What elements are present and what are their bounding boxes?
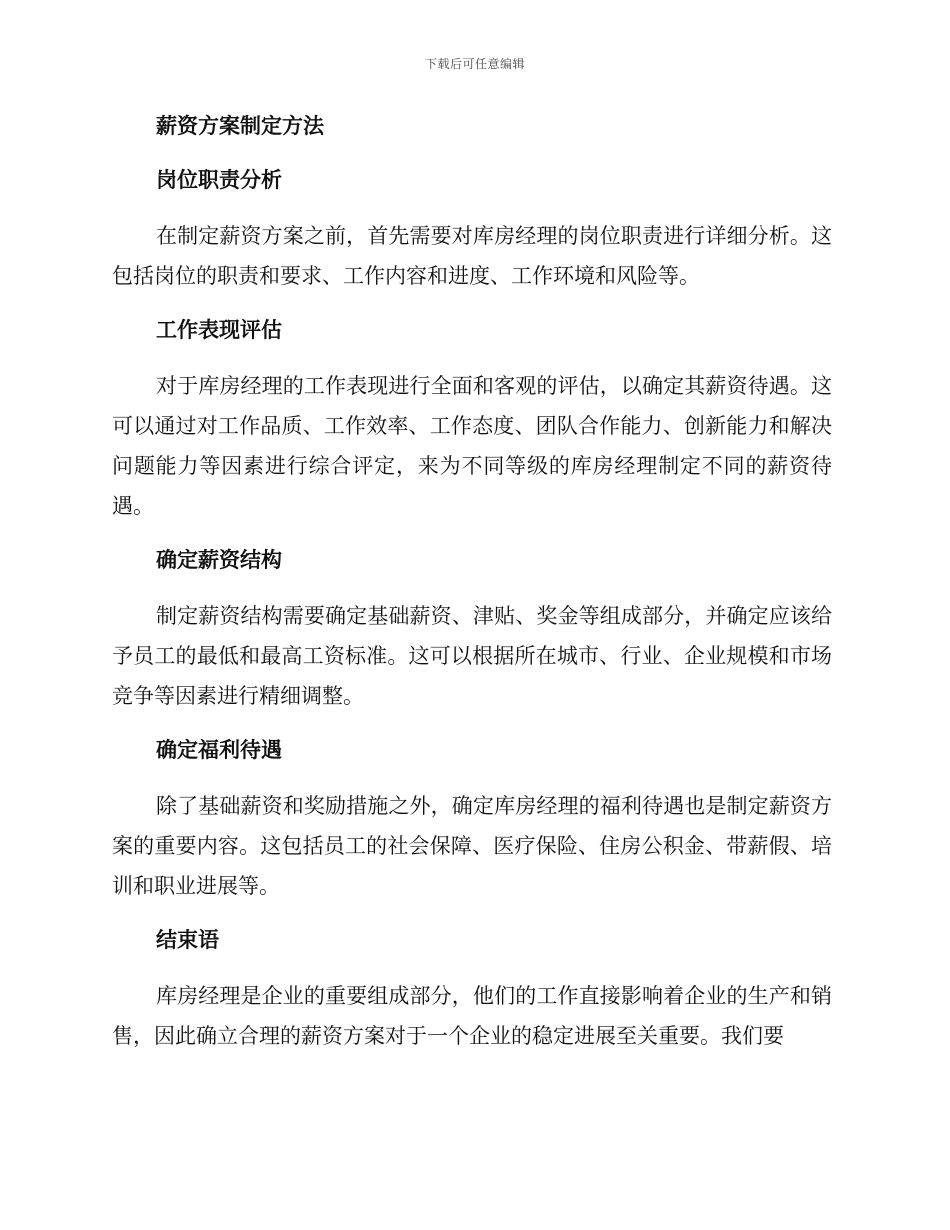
section-paragraph-conclusion: 库房经理是企业的重要组成部分，他们的工作直接影响着企业的生产和销售，因此确立合理的薪资方案对于一个企业的稳定进展至关重要。我们要 (112, 984, 832, 1048)
section-heading-conclusion: 结束语 (156, 928, 219, 952)
section-heading-benefits: 确定福利待遇 (156, 738, 282, 762)
document-title: 薪资方案制定方法 (156, 114, 324, 138)
section-heading-salary-structure: 确定薪资结构 (156, 548, 282, 572)
section-paragraph-performance: 对于库房经理的工作表现进行全面和客观的评估，以确定其薪资待遇。这可以通过对工作品质、工作效率、工作态度、团队合作能力、创新能力和解决问题能力等因素进行综合评定，来为不同等级的库房经理制定不同的薪资待遇。 (112, 374, 832, 518)
section-paragraph-benefits: 除了基础薪资和奖励措施之外，确定库房经理的福利待遇也是制定薪资方案的重要内容。这包括员工的社会保障、医疗保险、住房公积金、带薪假、培训和职业进展等。 (112, 794, 832, 898)
section-heading-performance: 工作表现评估 (156, 318, 282, 342)
section-heading-job-duties: 岗位职责分析 (156, 168, 282, 192)
header-note: 下载后可任意编辑 (424, 57, 525, 71)
section-paragraph-job-duties: 在制定薪资方案之前，首先需要对库房经理的岗位职责进行详细分析。这包括岗位的职责和要求、工作内容和进度、工作环境和风险等。 (112, 224, 832, 288)
section-paragraph-salary-structure: 制定薪资结构需要确定基础薪资、津贴、奖金等组成部分，并确定应该给予员工的最低和最高工资标准。这可以根据所在城市、行业、企业规模和市场竞争等因素进行精细调整。 (112, 604, 832, 708)
document-body (112, 108, 832, 1072)
